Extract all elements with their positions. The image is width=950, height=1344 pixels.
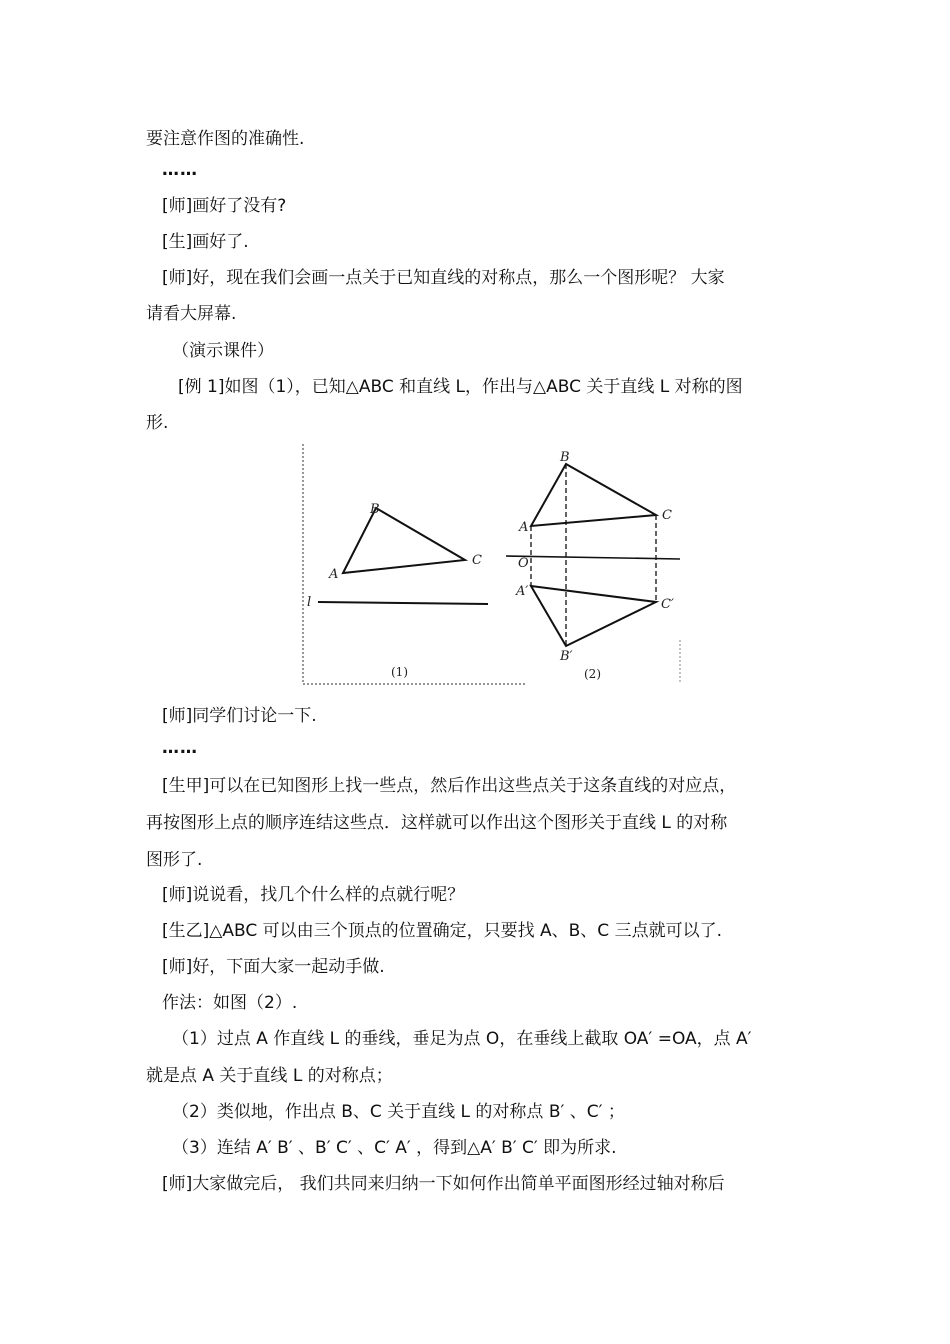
dialogue-line: [生乙]△ABC 可以由三个顶点的位置确定，只要找 A、B、C 三点就可以了.	[162, 921, 722, 941]
step-line: （3）连结 A′ B′ 、B′ C′ 、C′ A′ ，得到△A′ B′ C′ 即为所求.	[172, 1138, 617, 1158]
geometry-figure	[300, 440, 690, 690]
fig1-label-a: A	[329, 567, 339, 582]
ellipsis: ……	[162, 738, 198, 758]
fig1-line-l	[318, 602, 488, 604]
ellipsis: ……	[162, 160, 198, 180]
text-line: 要注意作图的准确性.	[146, 129, 305, 149]
text-line: 形.	[146, 413, 169, 433]
fig2-label-a: A	[519, 520, 529, 535]
figure-svg	[300, 440, 690, 690]
dialogue-line: [师]画好了没有?	[162, 196, 287, 216]
example-line: [例 1]如图（1），已知△ABC 和直线 L，作出与△ABC 关于直线 L 对称的图	[178, 377, 743, 397]
dialogue-line: [生]画好了.	[162, 232, 249, 252]
fig2-axis-line	[506, 556, 680, 559]
fig1-label-l: l	[307, 595, 312, 610]
fig2-triangle-abc	[531, 464, 656, 526]
step-line: （2）类似地，作出点 B、C 关于直线 L 的对称点 B′ 、C′ ；	[172, 1102, 625, 1122]
fig2-label-a-prime: A′	[516, 584, 529, 599]
fig2-label-o: O	[518, 556, 529, 571]
fig2-label-c: C	[662, 508, 672, 523]
fig1-label-c: C	[472, 553, 482, 568]
text-line: （演示课件）	[172, 341, 274, 361]
text-line: 再按图形上点的顺序连结这些点．这样就可以作出这个图形关于直线 L 的对称	[146, 813, 728, 833]
dialogue-line: [生甲]可以在已知图形上找一些点，然后作出这些点关于这条直线的对应点，	[162, 776, 737, 796]
step-line: （1）过点 A 作直线 L 的垂线，垂足为点 O，在垂线上截取 OA′ =OA，点 A′	[172, 1029, 752, 1049]
dialogue-line: [师]说说看，找几个什么样的点就行呢？	[162, 885, 465, 905]
method-heading: 作法：如图（2）.	[162, 993, 298, 1013]
dialogue-line: [师]大家做完后， 我们共同来归纳一下如何作出简单平面图形经过轴对称后	[162, 1174, 725, 1194]
fig2-triangle-reflected	[531, 586, 656, 646]
text-line: 图形了.	[146, 850, 203, 870]
fig1-caption: (1)	[391, 665, 408, 679]
fig2-label-b-prime: B′	[560, 649, 573, 664]
text-line: 请看大屏幕.	[146, 304, 237, 324]
fig2-caption: (2)	[584, 667, 601, 681]
dialogue-line: [师]好，下面大家一起动手做.	[162, 957, 385, 977]
text-line: 就是点 A 关于直线 L 的对称点；	[146, 1066, 393, 1086]
fig2-label-b: B	[560, 450, 570, 465]
dialogue-line: [师]同学们讨论一下.	[162, 706, 317, 726]
fig2-label-c-prime: C′	[661, 597, 674, 612]
fig1-triangle-abc	[343, 508, 465, 573]
dialogue-line: [师]好，现在我们会画一点关于已知直线的对称点，那么一个图形呢？ 大家	[162, 268, 725, 288]
fig1-label-b: B	[370, 502, 380, 517]
